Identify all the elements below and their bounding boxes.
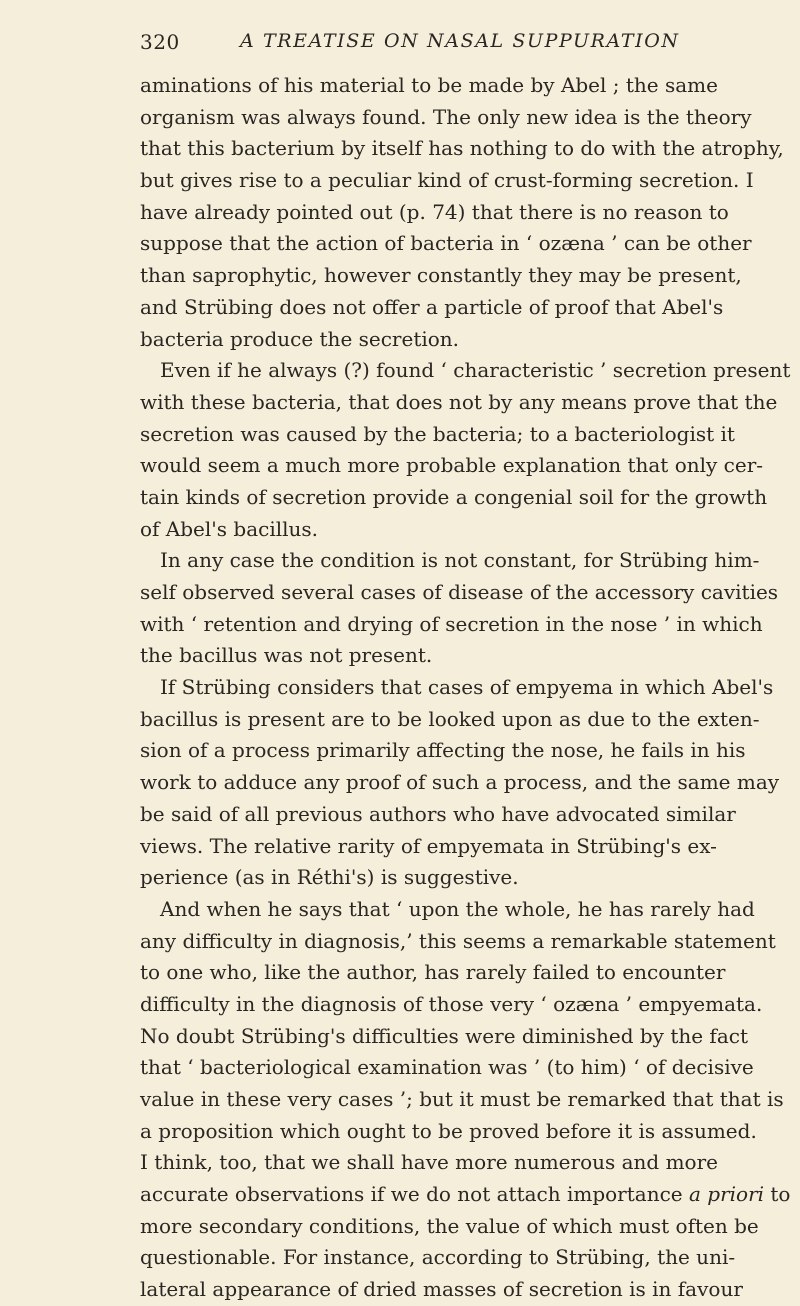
text-line: sion of a process primarily affecting the nose, he fails in his <box>140 738 746 763</box>
text-line: difficulty in the diagnosis of those very ‘ ozæna ’ empyemata. <box>140 991 763 1016</box>
text-line: to one who, like the author, has rarely failed to encounter <box>140 960 726 985</box>
paragraph-start-line: In any case the condition is not constant, for Strübing him- <box>160 548 760 573</box>
text-line: that this bacterium by itself has nothing to do with the atrophy, <box>140 136 784 161</box>
text-line: would seem a much more probable explanation that only cer- <box>140 453 764 478</box>
text-line: bacillus is present are to be looked upon as due to the exten- <box>140 706 760 731</box>
text-line: have already pointed out (p. 74) that there is no reason to <box>140 199 729 224</box>
text-line: more secondary conditions, the value of which must often be <box>140 1213 759 1238</box>
text-line: secretion was caused by the bacteria; to a bacteriologist it <box>140 421 735 446</box>
text-line: and Strübing does not offer a particle of proof that Abel's <box>140 294 724 319</box>
italic-phrase: a priori <box>688 1182 765 1207</box>
text-line: lateral appearance of dried masses of secretion is in favour <box>140 1277 743 1302</box>
text-line: tain kinds of secretion provide a congenial soil for the growth <box>140 484 768 509</box>
text-line: work to adduce any proof of such a process, and the same may <box>140 770 780 795</box>
text-line: I think, too, that we shall have more numerous and more <box>140 1150 718 1175</box>
text-line: suppose that the action of bacteria in ‘ ozæna ’ can be other <box>140 231 752 256</box>
text-line: value in these very cases ’; but it must be remarked that that is <box>140 1087 784 1111</box>
text-line: with these bacteria, that does not by any means prove that the <box>140 389 778 414</box>
text-line: than saprophytic, however constantly they may be present, <box>140 263 742 288</box>
text-segment: accurate observations if we do not attach importance <box>140 1182 683 1207</box>
text-line: but gives rise to a peculiar kind of crust-forming secretion. I <box>140 168 754 193</box>
text-segment: to <box>770 1182 791 1207</box>
text-line: questionable. For instance, according to Strübing, the uni- <box>140 1245 736 1270</box>
text-line: that ‘ bacteriological examination was ’ (to him) ‘ of decisive <box>140 1055 754 1080</box>
body-text <box>140 70 791 1306</box>
paragraph-start-line: Even if he always (?) found ‘ characteristic ’ secretion present <box>160 358 791 383</box>
page-header <box>140 30 760 66</box>
text-line: self observed several cases of disease of the accessory cavities <box>140 580 779 604</box>
text-line: aminations of his material to be made by Abel ; the same <box>140 73 718 97</box>
text-line: with ‘ retention and drying of secretion in the nose ’ in which <box>140 611 763 636</box>
text-line: No doubt Strübing's difficulties were diminished by the fact <box>140 1023 748 1048</box>
text-line: organism was always found. The only new idea is the theory <box>140 104 752 129</box>
text-line: views. The relative rarity of empyemata in Strübing's ex- <box>140 833 717 858</box>
text-line: perience (as in Réthi's) is suggestive. <box>140 865 519 890</box>
running-title: A TREATISE ON NASAL SUPPURATION <box>240 30 680 52</box>
page-number: 320 <box>140 30 180 54</box>
text-line-with-italic <box>140 1179 791 1211</box>
text-line: any difficulty in diagnosis,’ this seems a remarkable statement <box>140 928 776 953</box>
text-line: the bacillus was not present. <box>140 643 433 668</box>
paragraph-start-line: If Strübing considers that cases of empyema in which Abel's <box>160 675 774 700</box>
text-line: bacteria produce the secretion. <box>140 326 460 351</box>
paragraph-start-line: And when he says that ‘ upon the whole, he has rarely had <box>160 896 755 921</box>
text-line: a proposition which ought to be proved before it is assumed. <box>140 1118 757 1143</box>
text-line: of Abel's bacillus. <box>140 516 319 541</box>
text-line: be said of all previous authors who have advocated similar <box>140 801 736 826</box>
